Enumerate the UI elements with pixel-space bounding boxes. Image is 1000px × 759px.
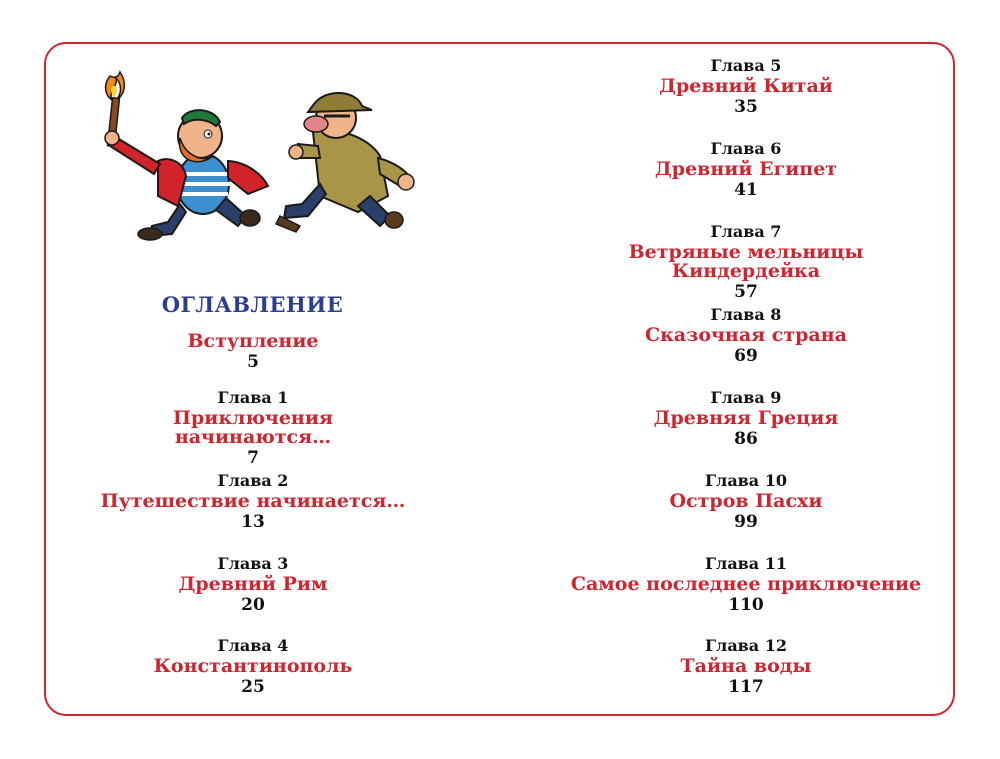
entry-page: 35	[734, 97, 758, 117]
toc-entry-chapter-7[interactable]	[560, 224, 932, 301]
entry-chapter-number: Глава 4	[217, 636, 289, 655]
entry-page: 25	[241, 677, 265, 697]
pirate-figure	[105, 110, 268, 240]
toc-entry-chapter-5[interactable]	[560, 58, 932, 116]
entry-page: 7	[247, 448, 259, 468]
entry-page: 110	[728, 595, 764, 615]
toc-entry-intro[interactable]	[100, 332, 406, 371]
entry-page: 57	[734, 282, 758, 302]
entry-page: 5	[247, 352, 259, 372]
entry-title: Тайна воды	[680, 655, 812, 677]
toc-entry-chapter-9[interactable]	[560, 390, 932, 448]
entry-title: Константинополь	[153, 655, 353, 677]
entry-title: Самое последнее приключение	[570, 573, 922, 595]
entry-title: Древний Рим	[178, 573, 328, 595]
toc-entry-chapter-3[interactable]	[100, 556, 406, 614]
entry-chapter-number: Глава 8	[710, 305, 782, 324]
toc-entry-chapter-6[interactable]	[560, 141, 932, 199]
entry-page: 99	[734, 512, 758, 532]
entry-page: 69	[734, 346, 758, 366]
entry-title: Вступление	[187, 330, 319, 352]
entry-title: Сказочная страна	[645, 324, 847, 346]
entry-title: Древняя Греция	[653, 407, 839, 429]
toc-entry-chapter-2[interactable]	[100, 473, 406, 531]
entry-chapter-number: Глава 2	[217, 471, 289, 490]
entry-title: Путешествие начинается…	[100, 490, 406, 512]
toc-entry-chapter-10[interactable]	[560, 473, 932, 531]
toc-entry-chapter-4[interactable]	[100, 638, 406, 696]
toc-heading: ОГЛАВЛЕНИЕ	[161, 292, 344, 317]
entry-title: Древний Китай	[659, 75, 833, 97]
entry-title: Приключения начинаются…	[173, 407, 333, 448]
toc-entry-chapter-1[interactable]	[100, 390, 406, 467]
entry-page: 86	[734, 429, 758, 449]
entry-chapter-number: Глава 9	[710, 388, 782, 407]
entry-chapter-number: Глава 10	[704, 471, 787, 490]
entry-chapter-number: Глава 1	[217, 388, 289, 407]
entry-chapter-number: Глава 6	[710, 139, 782, 158]
toc-entry-chapter-11[interactable]	[560, 556, 932, 614]
entry-chapter-number: Глава 7	[710, 222, 782, 241]
entry-page: 41	[734, 180, 758, 200]
entry-title: Древний Египет	[654, 158, 838, 180]
entry-chapter-number: Глава 3	[217, 554, 289, 573]
toc-entry-chapter-12[interactable]	[560, 638, 932, 696]
entry-title: Ветряные мельницы Киндердейка	[628, 241, 864, 282]
entry-chapter-number: Глава 12	[704, 636, 787, 655]
entry-page: 20	[241, 595, 265, 615]
entry-page: 117	[728, 677, 764, 697]
detective-figure	[276, 93, 414, 232]
entry-chapter-number: Глава 11	[704, 554, 787, 573]
toc-entry-chapter-8[interactable]	[560, 307, 932, 365]
entry-title: Остров Пасхи	[669, 490, 823, 512]
cartoon-characters-illustration	[88, 66, 420, 248]
entry-chapter-number: Глава 5	[710, 56, 782, 75]
entry-page: 13	[241, 512, 265, 532]
